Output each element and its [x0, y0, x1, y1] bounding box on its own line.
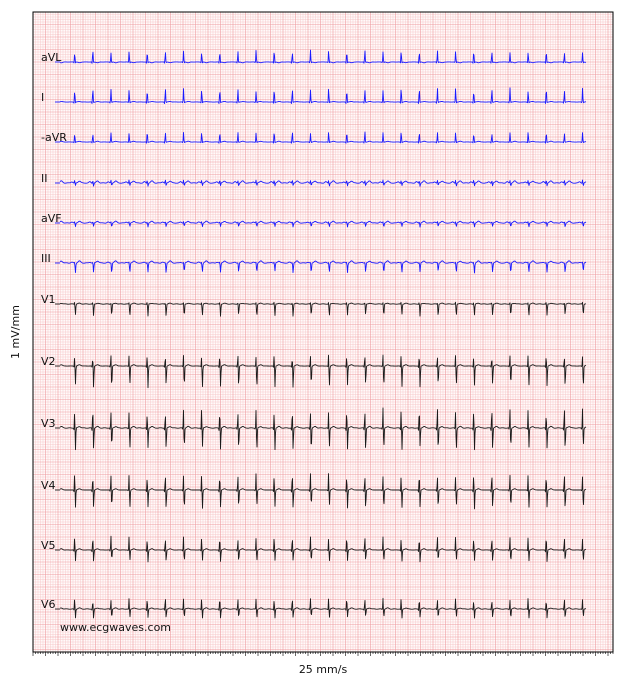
lead-label-avf: aVF: [41, 212, 62, 225]
x-axis-label: 25 mm/s: [298, 663, 348, 676]
lead-label-ii: II: [41, 172, 48, 185]
lead-label-v5: V5: [41, 539, 56, 552]
lead-label-avr: -aVR: [41, 131, 67, 144]
lead-label-v2: V2: [41, 355, 56, 368]
lead-label-v3: V3: [41, 417, 56, 430]
lead-label-i: I: [41, 91, 45, 104]
lead-label-v1: V1: [41, 293, 56, 306]
lead-label-avl: aVL: [41, 51, 62, 64]
watermark-text: www.ecgwaves.com: [60, 621, 172, 634]
ecg-plot-area: [33, 12, 613, 656]
lead-label-v6: V6: [41, 598, 56, 611]
lead-label-v4: V4: [41, 479, 56, 492]
y-axis-label: 1 mV/mm: [9, 305, 22, 359]
lead-label-iii: III: [41, 252, 51, 265]
